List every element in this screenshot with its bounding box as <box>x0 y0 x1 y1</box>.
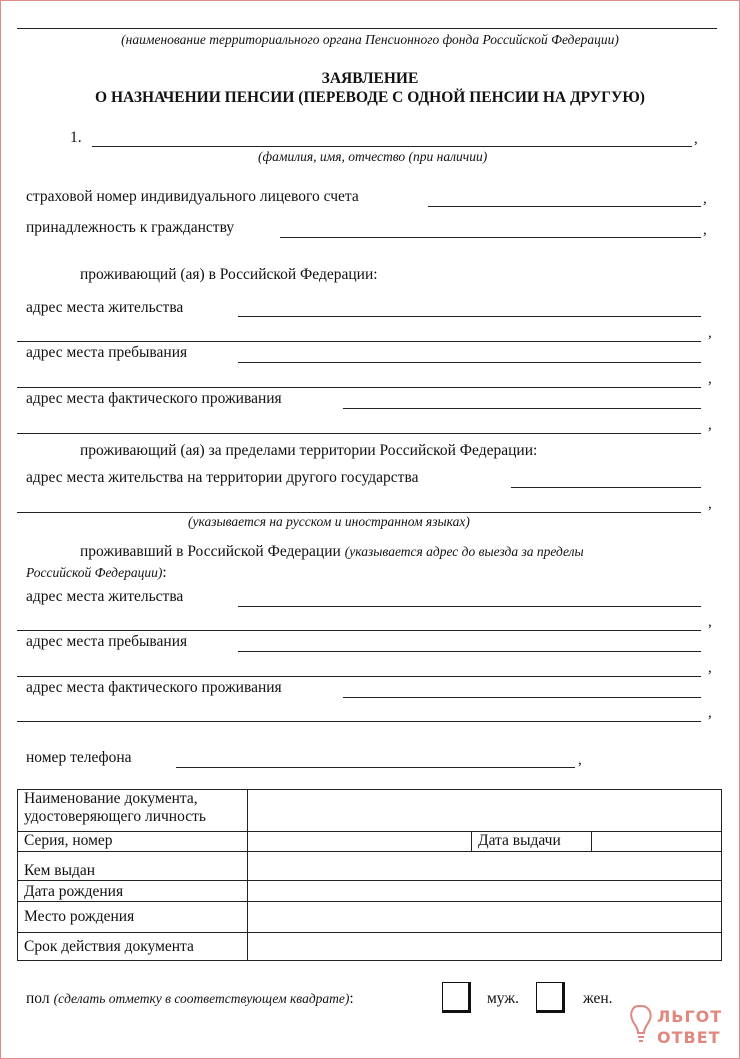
issue-date-field[interactable] <box>592 832 722 852</box>
russia-residence-field-2[interactable] <box>17 341 701 342</box>
series-number-field[interactable] <box>248 832 472 852</box>
issued-by-label: Кем выдан <box>18 852 248 881</box>
snils-label: страховой номер индивидуального лицевого счета <box>26 188 359 205</box>
comma: , <box>708 417 712 433</box>
name-field[interactable] <box>92 146 692 147</box>
former-stay-label: адрес места пребывания <box>26 633 188 650</box>
comma: , <box>708 325 712 341</box>
russia-residence-field[interactable] <box>238 316 701 317</box>
comma: , <box>708 371 712 387</box>
former-heading-note-2: Российской Федерации) <box>26 565 163 580</box>
citizenship-field[interactable] <box>280 237 701 238</box>
comma: , <box>694 131 698 147</box>
former-actual-field[interactable] <box>343 697 701 698</box>
comma: , <box>703 222 707 238</box>
russia-stay-label: адрес места пребывания <box>26 344 188 361</box>
doc-name-line1: Наименование документа, <box>24 790 198 807</box>
abroad-heading: проживающий (ая) за пределами территории Российской Федерации: <box>80 442 538 459</box>
former-heading-colon: : <box>162 564 167 581</box>
citizenship-label: принадлежность к гражданству <box>26 219 235 236</box>
birth-place-label: Место рождения <box>18 902 248 933</box>
watermark-line1: ЛЬГОТ <box>657 1007 723 1026</box>
comma: , <box>708 705 712 721</box>
russia-actual-field-2[interactable] <box>17 433 701 434</box>
identity-document-table <box>17 789 722 961</box>
russia-residence-label: адрес места жительства <box>26 299 184 316</box>
issue-date-label: Дата выдачи <box>472 832 592 852</box>
snils-field[interactable] <box>428 206 701 207</box>
abroad-residence-label: адрес места жительства на территории другого государства <box>26 469 419 486</box>
female-label: жен. <box>583 990 613 1007</box>
validity-label: Срок действия документа <box>18 933 248 961</box>
gender-row <box>26 990 354 1008</box>
comma: , <box>708 614 712 630</box>
authority-caption: (наименование территориального органа Пенсионного фонда Российской Федерации) <box>121 32 619 47</box>
russia-actual-label: адрес места фактического проживания <box>26 390 282 407</box>
former-stay-field[interactable] <box>238 651 701 652</box>
male-label: муж. <box>487 990 519 1007</box>
phone-field[interactable] <box>176 767 575 768</box>
former-residence-field-2[interactable] <box>17 630 701 631</box>
abroad-residence-field[interactable] <box>511 487 701 488</box>
former-heading-prefix: проживавший в Российской Федерации <box>80 543 341 560</box>
page-title: ЗАЯВЛЕНИЕ <box>321 70 419 87</box>
validity-field[interactable] <box>248 933 722 961</box>
language-caption: (указывается на русском и иностранном языках) <box>188 514 470 529</box>
doc-name-line2: удостоверяющего личность <box>24 808 206 825</box>
former-residence-field[interactable] <box>238 606 701 607</box>
birth-date-field[interactable] <box>248 881 722 902</box>
female-checkbox[interactable] <box>536 982 565 1013</box>
doc-name-label <box>18 790 248 832</box>
birth-date-label: Дата рождения <box>18 881 248 902</box>
comma: , <box>578 752 582 768</box>
russia-actual-field[interactable] <box>343 408 701 409</box>
russia-stay-field-2[interactable] <box>17 387 701 388</box>
name-caption: (фамилия, имя, отчество (при наличии) <box>258 149 488 164</box>
former-residence-label: адрес места жительства <box>26 588 184 605</box>
comma: , <box>703 191 707 207</box>
gender-colon: : <box>349 990 354 1007</box>
male-checkbox[interactable] <box>442 982 471 1013</box>
gender-label: пол <box>26 990 50 1007</box>
russia-heading: проживающий (ая) в Российской Федерации: <box>80 266 378 283</box>
item-number: 1. <box>70 129 82 146</box>
russia-stay-field[interactable] <box>238 362 701 363</box>
watermark-logo <box>630 1004 730 1054</box>
page-subtitle: О НАЗНАЧЕНИИ ПЕНСИИ (ПЕРЕВОДЕ С ОДНОЙ ПЕНСИИ НА ДРУГУЮ) <box>95 89 645 106</box>
former-actual-label: адрес места фактического проживания <box>26 679 282 696</box>
doc-name-field[interactable] <box>248 790 722 832</box>
comma: , <box>708 496 712 512</box>
issued-by-field[interactable] <box>248 852 722 881</box>
birth-place-field[interactable] <box>248 902 722 933</box>
series-number-label: Серия, номер <box>18 832 248 852</box>
authority-line[interactable] <box>17 28 717 29</box>
former-heading-note: (указывается адрес до выезда за пределы <box>344 544 584 559</box>
phone-label: номер телефона <box>26 749 132 766</box>
comma: , <box>708 660 712 676</box>
former-heading <box>80 543 584 561</box>
watermark-line2: ОТВЕТ <box>657 1028 721 1047</box>
abroad-residence-field-2[interactable] <box>17 512 701 513</box>
former-heading-line2 <box>26 564 167 582</box>
former-actual-field-2[interactable] <box>17 721 701 722</box>
gender-hint: (сделать отметку в соответствующем квадрате) <box>53 991 350 1006</box>
former-stay-field-2[interactable] <box>17 676 701 677</box>
